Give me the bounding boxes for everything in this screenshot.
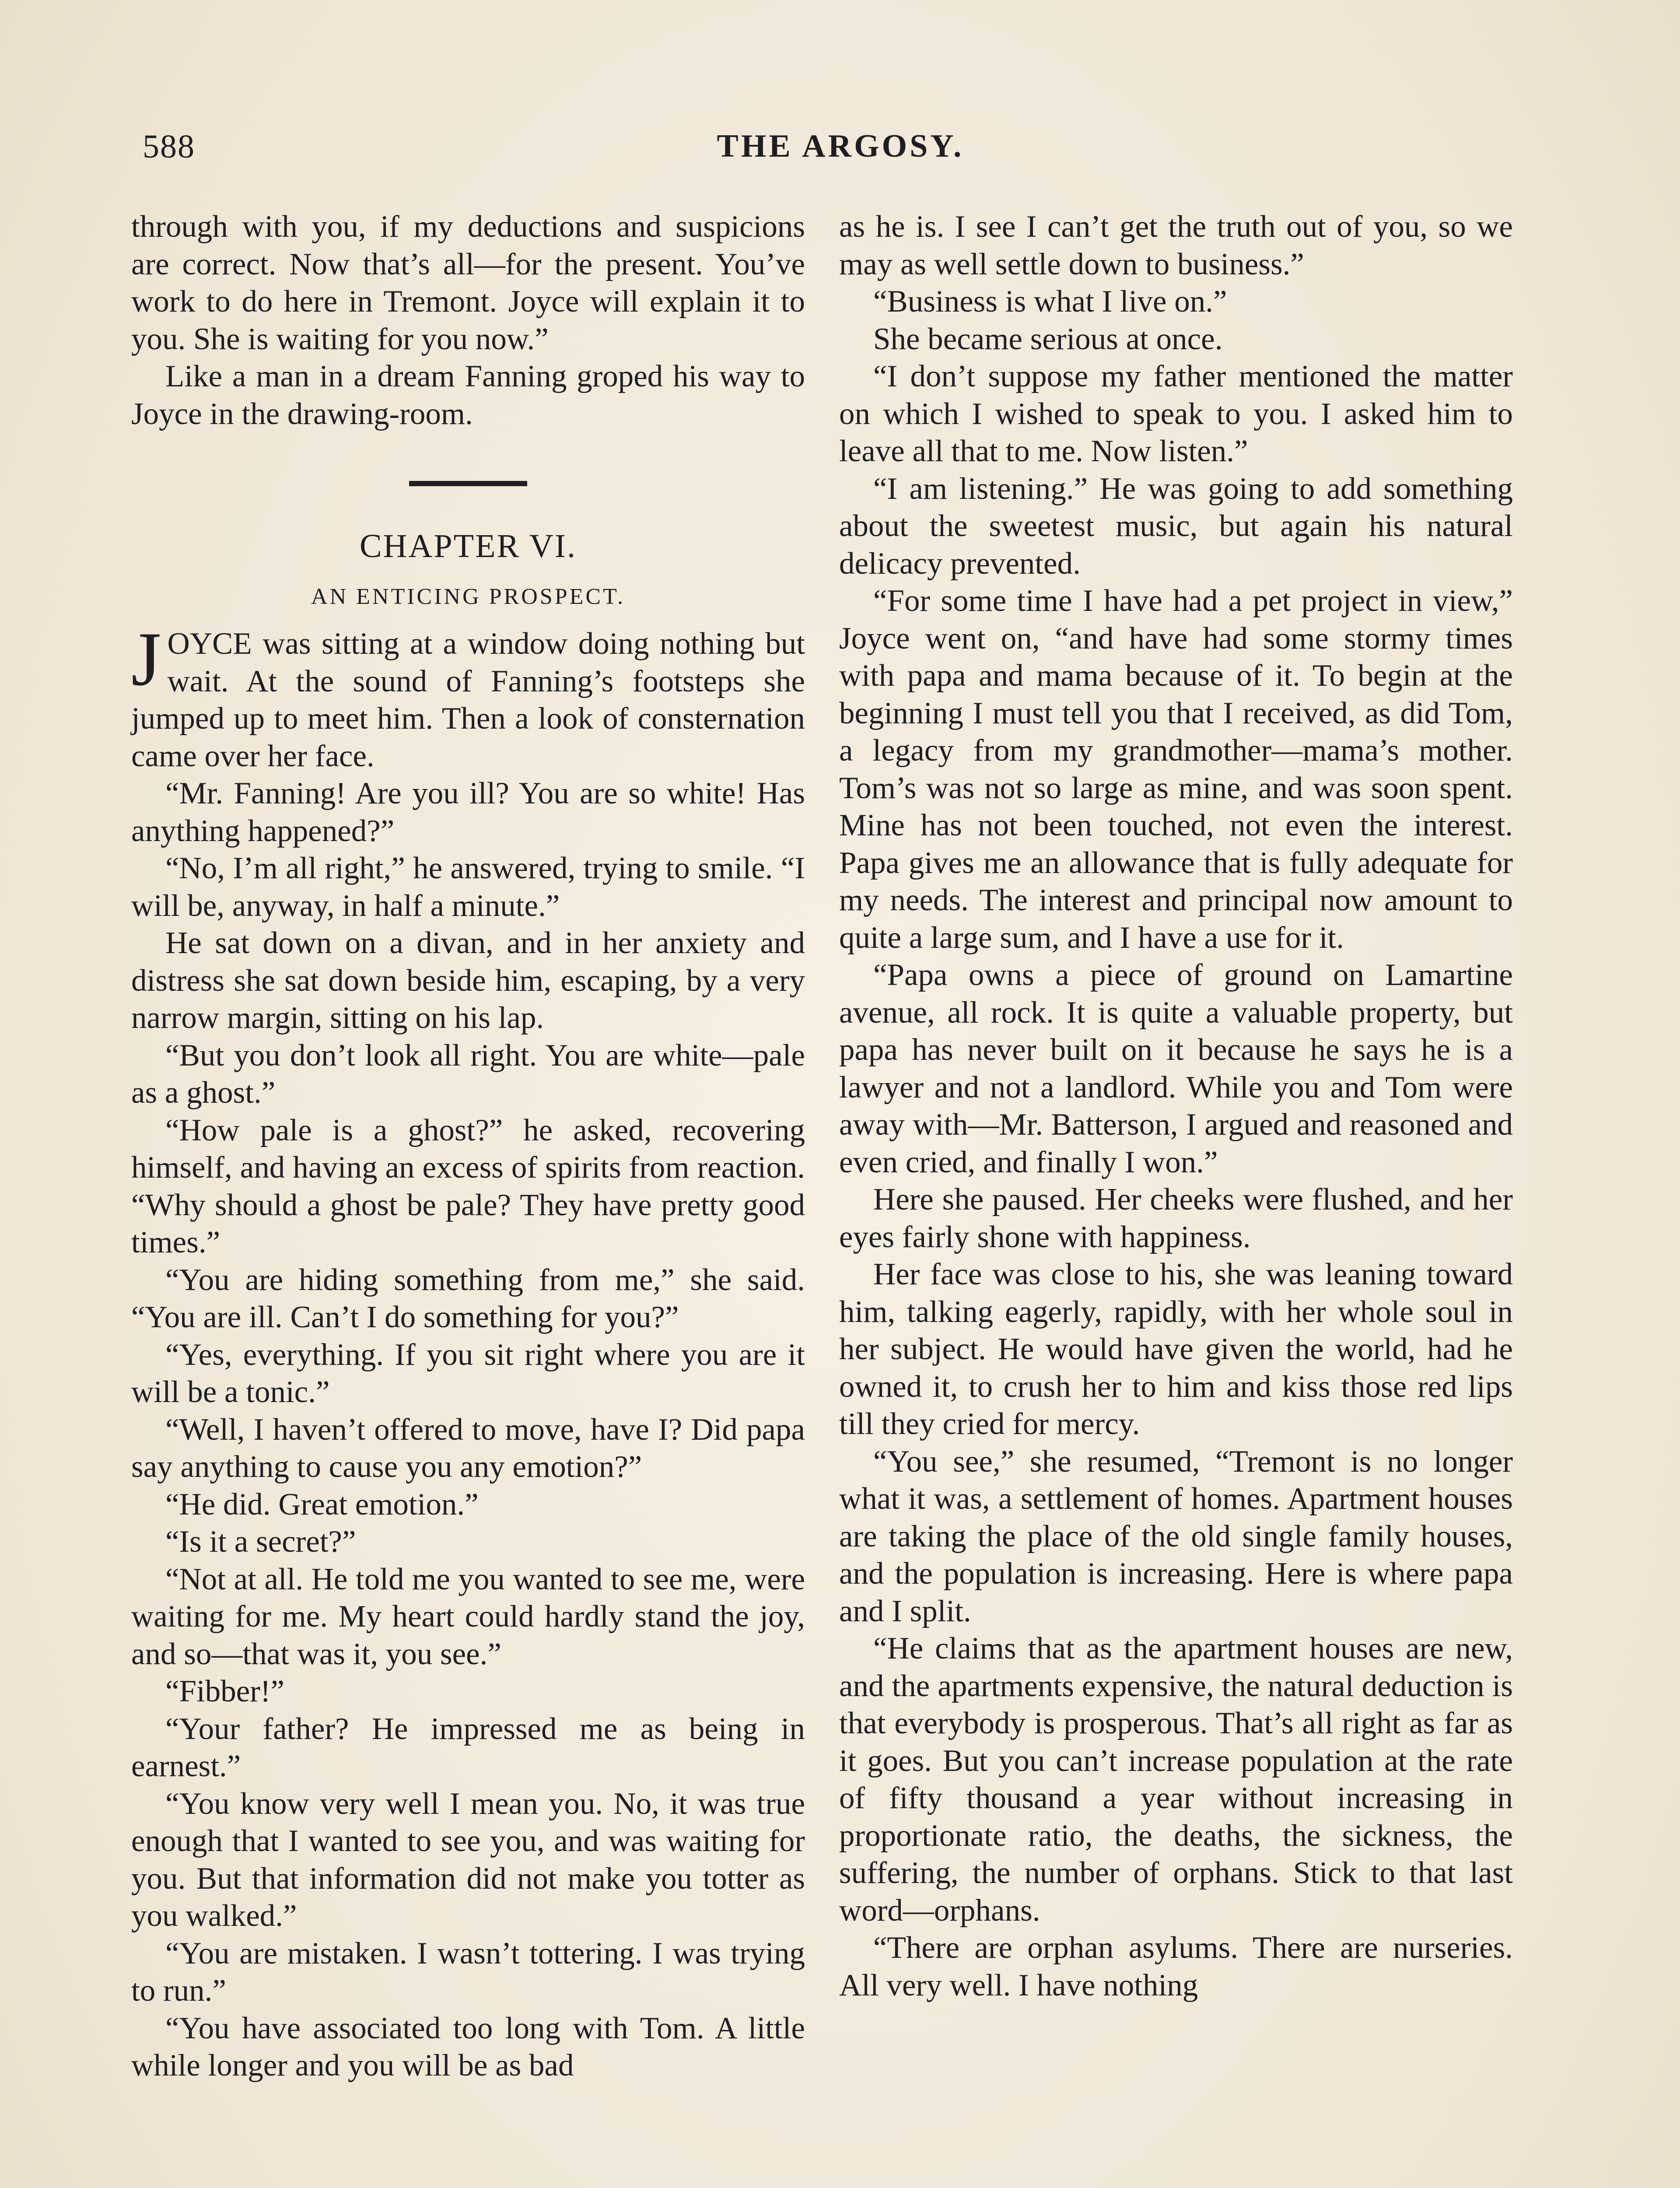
paragraph: “You are hiding something from me,” she said. “You are ill. Can’t I do something for you?”: [131, 1262, 805, 1334]
paragraph: “Mr. Fanning! Are you ill? You are so white! Has anything happened?”: [131, 776, 805, 848]
paragraph: “Fibber!”: [165, 1674, 285, 1708]
paragraph: Here she paused. Her cheeks were flushed, and her eyes fairly shone with happiness.: [839, 1182, 1513, 1254]
section-divider: [409, 481, 527, 486]
paragraph: Like a man in a dream Fanning groped his way to Joyce in the drawing-room.: [131, 359, 805, 431]
chapter-subtitle: AN ENTICING PROSPECT.: [311, 584, 625, 609]
paragraph: “No, I’m all right,” he answered, trying to smile. “I will be, anyway, in half a minute.”: [131, 851, 805, 923]
paragraph: Her face was close to his, she was leaning toward him, talking eagerly, rapidly, with her whole soul in her subject. He would have given the world, had he owned it, to crush her to him and kiss those red lips till they cried for mercy.: [839, 1257, 1513, 1441]
page-header: [143, 128, 1538, 176]
page-number: 588: [143, 128, 195, 165]
paragraph: “He claims that as the apartment houses are new, and the apartments expensive, the natural deduction is that everybody is prosperous. That’s all right as far as it goes. But you can’t increase population at the rate of fifty thousand a year without increasing in proportionate ratio, the deaths, the sickness, the suffering, the number of orphans. Stick to that last word—orphans.: [839, 1631, 1513, 1928]
paragraph: “There are orphan asylums. There are nurseries. All very well. I have nothing: [839, 1931, 1513, 2002]
left-column: [131, 208, 805, 2085]
paragraph: “Papa owns a piece of ground on Lamartine avenue, all rock. It is quite a valuable property, but papa has never built on it because he says he is a lawyer and not a landlord. While you and Tom were away with—Mr. Batterson, I argued and reasoned and even cried, and finally I won.”: [839, 958, 1513, 1179]
paragraph: “Well, I haven’t offered to move, have I? Did papa say anything to cause you any emotion?”: [131, 1412, 805, 1484]
paragraph: “You see,” she resumed, “Tremont is no longer what it was, a settlement of homes. Apartment houses are taking the place of the old single family houses, and the population is increasing. Here is where papa and I split.: [839, 1444, 1513, 1628]
paragraph: “I don’t suppose my father mentioned the matter on which I wished to speak to you. I asked him to leave all that to me. Now listen.”: [839, 359, 1513, 468]
paragraph: “He did. Great emotion.”: [165, 1487, 479, 1522]
right-column: [839, 208, 1513, 2004]
paragraph: as he is. I see I can’t get the truth out of you, so we may as well settle down to business.”: [839, 210, 1513, 281]
paragraph: “Not at all. He told me you wanted to see me, were waiting for me. My heart could hardly stand the joy, and so—that was it, you see.”: [131, 1562, 805, 1671]
paragraph: “You are mistaken. I wasn’t tottering. I was trying to run.”: [131, 1936, 805, 2008]
paragraph: “You have associated too long with Tom. A little while longer and you will be as bad: [131, 2011, 805, 2083]
running-title: THE ARGOSY.: [717, 128, 964, 164]
paragraph: “For some time I have had a pet project in view,” Joyce went on, “and have had some stormy times with papa and mama because of it. To begin at the beginning I must tell you that I received, as did Tom, a legacy from my grandmother—mama’s mother. Tom’s was not so large as mine, and was soon spent. Mine has not been touched, not even the interest. Papa gives me an allowance that is fully adequate for my needs. The interest and principal now amount to quite a large sum, and I have a use for it.: [839, 584, 1513, 955]
drop-cap: J: [131, 617, 161, 702]
paragraph: He sat down on a divan, and in her anxiety and distress she sat down beside him, escaping, by a very narrow margin, sitting on his lap.: [131, 926, 805, 1035]
paragraph: She became serious at once.: [873, 322, 1223, 356]
paragraph: “Is it a secret?”: [165, 1525, 356, 1559]
paragraph: “But you don’t look all right. You are white—pale as a ghost.”: [131, 1038, 805, 1110]
paragraph: “You know very well I mean you. No, it was true enough that I wanted to see you, and was waiting for you. But that information did not make you totter as you walked.”: [131, 1786, 805, 1933]
opening-paragraph-text: OYCE was sitting at a window doing nothing but wait. At the sound of Fanning’s footsteps she jumped up to meet him. Then a look of consternation came over her face.: [131, 627, 805, 773]
paragraph: “Your father? He impressed me as being in earnest.”: [131, 1711, 805, 1783]
opening-paragraph: [131, 617, 805, 775]
paragraph: “Business is what I live on.”: [873, 284, 1227, 319]
paragraph: “Yes, everything. If you sit right where you are it will be a tonic.”: [131, 1337, 805, 1409]
paragraph: “How pale is a ghost?” he asked, recovering himself, and having an excess of spirits from reaction. “Why should a ghost be pale? They have pretty good times.”: [131, 1113, 805, 1259]
paragraph: “I am listening.” He was going to add something about the sweetest music, but again his natural delicacy prevented.: [839, 471, 1513, 581]
paragraph: through with you, if my deductions and suspicions are correct. Now that’s all—for the present. You’ve work to do here in Tremont. Joyce will explain it to you. She is waiting for you now.”: [131, 210, 805, 356]
chapter-title: CHAPTER VI.: [359, 528, 577, 565]
